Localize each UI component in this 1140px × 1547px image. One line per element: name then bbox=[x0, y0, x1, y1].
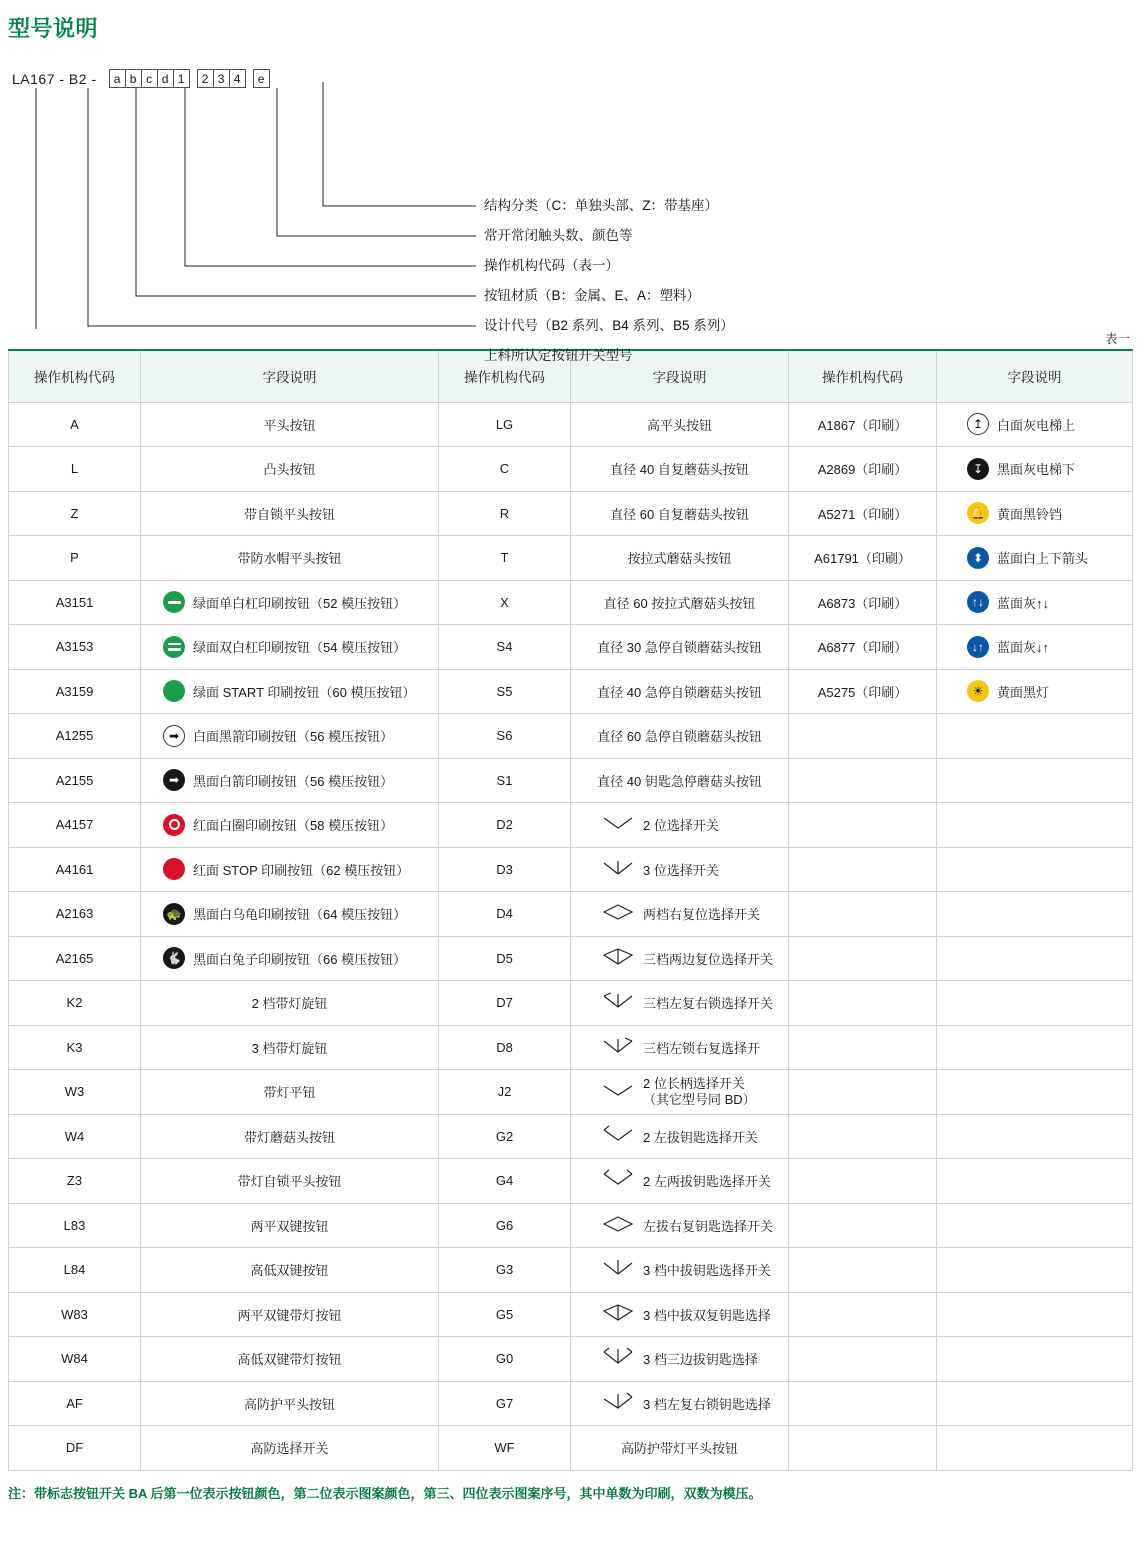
cell-desc-1 bbox=[141, 491, 439, 536]
cell-code-3 bbox=[789, 1337, 937, 1382]
cell-code-3: A1867（印刷） bbox=[789, 402, 937, 447]
cell-code-3 bbox=[789, 1203, 937, 1248]
cell-desc-2 bbox=[571, 1381, 789, 1426]
desc3-6-text: 黄面黑灯 bbox=[997, 684, 1050, 700]
cell-desc-3 bbox=[937, 847, 1133, 892]
cell-code-2: D4 bbox=[439, 892, 571, 937]
cell-code-3 bbox=[789, 981, 937, 1026]
key-switch-left-right-return-icon bbox=[601, 1214, 635, 1237]
cell-desc-1 bbox=[141, 714, 439, 759]
table-row bbox=[9, 803, 1133, 848]
cell-desc-1 bbox=[141, 1381, 439, 1426]
model-prefix: LA167 - B2 - bbox=[12, 70, 97, 87]
cell-code-2: G7 bbox=[439, 1381, 571, 1426]
desc2-8-text: 直径 40 钥匙急停蘑菇头按钮 bbox=[597, 773, 762, 789]
desc1-15-text: 带灯平钮 bbox=[263, 1085, 316, 1101]
cell-desc-1 bbox=[141, 1203, 439, 1248]
desc1-6-text: 绿面 START 印刷按钮（60 模压按钮） bbox=[193, 684, 416, 700]
cell-desc-3 bbox=[937, 491, 1133, 536]
table-row bbox=[9, 402, 1133, 447]
cell-desc-3 bbox=[937, 1159, 1133, 1204]
cell-desc-3 bbox=[937, 1203, 1133, 1248]
desc1-3-text: 带防水帽平头按钮 bbox=[237, 551, 342, 567]
cell-code-1: L bbox=[9, 447, 141, 492]
desc2-19-text: 3 档中拔钥匙选择开关 bbox=[643, 1263, 771, 1279]
cell-code-2: R bbox=[439, 491, 571, 536]
cell-code-1: A3153 bbox=[9, 625, 141, 670]
desc2-3-text: 按拉式蘑菇头按钮 bbox=[627, 551, 732, 567]
cell-code-1: AF bbox=[9, 1381, 141, 1426]
desc1-23-text: 高防选择开关 bbox=[250, 1441, 329, 1457]
desc1-8-text: 黑面白箭印刷按钮（56 模压按钮） bbox=[193, 773, 394, 789]
table-row bbox=[9, 758, 1133, 803]
cell-desc-2 bbox=[571, 803, 789, 848]
cell-desc-2 bbox=[571, 1070, 789, 1115]
switch-3-left-return-right-lock-icon bbox=[601, 991, 635, 1014]
cell-desc-3 bbox=[937, 1114, 1133, 1159]
cell-desc-2 bbox=[571, 625, 789, 670]
cell-desc-2 bbox=[571, 1159, 789, 1204]
cell-desc-1 bbox=[141, 447, 439, 492]
desc2-1-text: 直径 40 自复蘑菇头按钮 bbox=[610, 462, 749, 478]
code-box-4: 4 bbox=[229, 69, 246, 88]
cell-desc-3 bbox=[937, 1070, 1133, 1115]
cell-desc-1 bbox=[141, 803, 439, 848]
desc3-0-text: 白面灰电梯上 bbox=[997, 417, 1076, 433]
cell-desc-3 bbox=[937, 803, 1133, 848]
model-legend-list bbox=[484, 191, 734, 371]
cell-code-3: A6873（印刷） bbox=[789, 580, 937, 625]
cell-desc-2 bbox=[571, 580, 789, 625]
key-switch-3-three-side-icon bbox=[601, 1347, 635, 1370]
table-row bbox=[9, 1337, 1133, 1382]
table-row bbox=[9, 625, 1133, 670]
desc1-12-text: 黑面白兔子印刷按钮（66 模压按钮） bbox=[193, 951, 407, 967]
switch-2-long-handle-icon bbox=[601, 1080, 635, 1103]
cell-desc-1 bbox=[141, 402, 439, 447]
desc2-12-text: 三档两边复位选择开关 bbox=[643, 951, 774, 967]
switch-3-left-lock-right-return-icon bbox=[601, 1036, 635, 1059]
desc2-4-text: 直径 60 按拉式蘑菇头按钮 bbox=[603, 595, 756, 611]
cell-code-2: D3 bbox=[439, 847, 571, 892]
table-row bbox=[9, 1248, 1133, 1293]
cell-desc-2 bbox=[571, 536, 789, 581]
table-row bbox=[9, 936, 1133, 981]
red-stop-button-icon bbox=[163, 858, 185, 880]
spec-table bbox=[8, 349, 1133, 1471]
desc2-13-text: 三档左复右锁选择开关 bbox=[643, 996, 774, 1012]
code-box-a: a bbox=[109, 69, 126, 88]
switch-3-position-icon bbox=[601, 858, 635, 881]
desc2-20-text: 3 档中拔双复钥匙选择 bbox=[643, 1307, 771, 1323]
cell-code-3 bbox=[789, 1248, 937, 1293]
cell-code-2: D7 bbox=[439, 981, 571, 1026]
cell-desc-1 bbox=[141, 1292, 439, 1337]
cell-code-3 bbox=[789, 1426, 937, 1471]
model-code-diagram bbox=[0, 57, 1140, 363]
cell-desc-2 bbox=[571, 847, 789, 892]
elevator-up-icon: ↥ bbox=[967, 413, 989, 435]
table-row bbox=[9, 1159, 1133, 1204]
desc2-17-text: 2 左两拔钥匙选择开关 bbox=[643, 1174, 771, 1190]
table-row bbox=[9, 1426, 1133, 1471]
desc3-5-text: 蓝面灰↓↑ bbox=[997, 640, 1050, 656]
cell-code-3 bbox=[789, 1070, 937, 1115]
desc3-1-text: 黑面灰电梯下 bbox=[997, 462, 1076, 478]
table-row bbox=[9, 536, 1133, 581]
cell-code-1: A2155 bbox=[9, 758, 141, 803]
cell-code-2: LG bbox=[439, 402, 571, 447]
cell-desc-1 bbox=[141, 669, 439, 714]
cell-code-2: X bbox=[439, 580, 571, 625]
cell-code-1: A4157 bbox=[9, 803, 141, 848]
cell-desc-1 bbox=[141, 625, 439, 670]
cell-desc-1 bbox=[141, 758, 439, 803]
cell-code-2: S4 bbox=[439, 625, 571, 670]
desc2-0-text: 高平头按钮 bbox=[646, 417, 712, 433]
cell-code-2: S5 bbox=[439, 669, 571, 714]
desc2-11-text: 两档右复位选择开关 bbox=[643, 907, 761, 923]
cell-desc-3 bbox=[937, 580, 1133, 625]
cell-code-3 bbox=[789, 803, 937, 848]
cell-desc-2 bbox=[571, 892, 789, 937]
desc1-14-text: 3 档带灯旋钮 bbox=[251, 1040, 328, 1056]
cell-desc-3 bbox=[937, 536, 1133, 581]
cell-desc-1 bbox=[141, 1070, 439, 1115]
th-code-1: 操作机构代码 bbox=[9, 350, 141, 402]
cell-code-2: G6 bbox=[439, 1203, 571, 1248]
desc1-17-text: 带灯自锁平头按钮 bbox=[237, 1174, 342, 1190]
cell-code-3 bbox=[789, 847, 937, 892]
desc1-22-text: 高防护平头按钮 bbox=[243, 1396, 335, 1412]
cell-desc-3 bbox=[937, 447, 1133, 492]
cell-desc-1 bbox=[141, 936, 439, 981]
green-single-bar-icon bbox=[163, 591, 185, 613]
cell-desc-3 bbox=[937, 714, 1133, 759]
cell-code-2: C bbox=[439, 447, 571, 492]
cell-desc-1 bbox=[141, 1159, 439, 1204]
cell-code-3 bbox=[789, 1159, 937, 1204]
cell-desc-2 bbox=[571, 1292, 789, 1337]
desc1-4-text: 绿面单白杠印刷按钮（52 模压按钮） bbox=[193, 595, 407, 611]
cell-desc-2 bbox=[571, 1203, 789, 1248]
cell-desc-1 bbox=[141, 981, 439, 1026]
lamp-icon: ☀ bbox=[967, 680, 989, 702]
cell-desc-2 bbox=[571, 981, 789, 1026]
desc3-3-text: 蓝面白上下箭头 bbox=[997, 551, 1089, 567]
code-box-c: c bbox=[141, 69, 158, 88]
table-row bbox=[9, 447, 1133, 492]
legend-item-3: 按钮材质（B：金属、E、A：塑料） bbox=[484, 288, 701, 303]
key-switch-3-left-return-right-lock-icon bbox=[601, 1392, 635, 1415]
cell-code-1: K3 bbox=[9, 1025, 141, 1070]
up-down-arrow-icon: ⬍ bbox=[967, 547, 989, 569]
table-row bbox=[9, 981, 1133, 1026]
desc1-20-text: 两平双键带灯按钮 bbox=[237, 1307, 342, 1323]
blue-down-up-icon: ↓↑ bbox=[967, 636, 989, 658]
cell-code-2: D8 bbox=[439, 1025, 571, 1070]
cell-code-3 bbox=[789, 1025, 937, 1070]
desc2-9-text: 2 位选择开关 bbox=[643, 818, 719, 834]
table-row bbox=[9, 580, 1133, 625]
key-switch-2-left-icon bbox=[601, 1125, 635, 1148]
cell-code-2: G2 bbox=[439, 1114, 571, 1159]
th-code-3: 操作机构代码 bbox=[789, 350, 937, 402]
switch-2-right-return-icon bbox=[601, 902, 635, 925]
cell-code-3: A6877（印刷） bbox=[789, 625, 937, 670]
table-footnote: 注：带标志按钮开关 BA 后第一位表示按钮颜色，第二位表示图案颜色，第三、四位表示图案序号，其中单数为印刷，双数为模压。 bbox=[8, 1485, 762, 1501]
desc1-7-text: 白面黑箭印刷按钮（56 模压按钮） bbox=[193, 729, 394, 745]
cell-desc-2 bbox=[571, 1337, 789, 1382]
bell-icon: 🔔 bbox=[967, 502, 989, 524]
table-row bbox=[9, 1070, 1133, 1115]
cell-code-3 bbox=[789, 1114, 937, 1159]
cell-code-2: D5 bbox=[439, 936, 571, 981]
cell-desc-1 bbox=[141, 536, 439, 581]
cell-code-2: G3 bbox=[439, 1248, 571, 1293]
turtle-icon: 🐢 bbox=[163, 903, 185, 925]
key-switch-2-both-icon bbox=[601, 1169, 635, 1192]
cell-code-1: W83 bbox=[9, 1292, 141, 1337]
cell-code-1: DF bbox=[9, 1426, 141, 1471]
desc2-18-text: 左拔右复钥匙选择开关 bbox=[643, 1218, 774, 1234]
cell-code-1: A1255 bbox=[9, 714, 141, 759]
desc2-14-text: 三档左锁右复选择开 bbox=[643, 1040, 761, 1056]
cell-desc-2 bbox=[571, 758, 789, 803]
rabbit-icon: 🐇 bbox=[163, 947, 185, 969]
legend-item-5: 上科所认定按钮开关型号 bbox=[484, 348, 633, 363]
cell-code-3 bbox=[789, 714, 937, 759]
desc2-22-text: 3 档左复右锁钥匙选择 bbox=[643, 1396, 771, 1412]
cell-code-1: P bbox=[9, 536, 141, 581]
cell-desc-2 bbox=[571, 714, 789, 759]
desc1-18-text: 两平双键按钮 bbox=[250, 1218, 329, 1234]
cell-code-3: A2869（印刷） bbox=[789, 447, 937, 492]
cell-code-1: K2 bbox=[9, 981, 141, 1026]
cell-code-3 bbox=[789, 936, 937, 981]
th-desc-1: 字段说明 bbox=[141, 350, 439, 402]
cell-code-2: S1 bbox=[439, 758, 571, 803]
desc2-10-text: 3 位选择开关 bbox=[643, 862, 719, 878]
cell-desc-1 bbox=[141, 1025, 439, 1070]
desc1-10-text: 红面 STOP 印刷按钮（62 模压按钮） bbox=[193, 862, 410, 878]
th-code-2: 操作机构代码 bbox=[439, 350, 571, 402]
desc1-2-text: 带自锁平头按钮 bbox=[243, 506, 335, 522]
table-row bbox=[9, 714, 1133, 759]
blue-up-down-icon: ↑↓ bbox=[967, 591, 989, 613]
page-title: 型号说明 bbox=[8, 16, 99, 41]
green-double-bar-icon bbox=[163, 636, 185, 658]
cell-code-1: W3 bbox=[9, 1070, 141, 1115]
code-box-d: d bbox=[157, 69, 174, 88]
desc1-21-text: 高低双键带灯按钮 bbox=[237, 1352, 342, 1368]
cell-code-2: J2 bbox=[439, 1070, 571, 1115]
desc1-13-text: 2 档带灯旋钮 bbox=[251, 996, 328, 1012]
desc1-11-text: 黑面白乌龟印刷按钮（64 模压按钮） bbox=[193, 907, 407, 923]
table-row bbox=[9, 1025, 1133, 1070]
cell-desc-3 bbox=[937, 625, 1133, 670]
cell-desc-2 bbox=[571, 1426, 789, 1471]
cell-desc-3 bbox=[937, 669, 1133, 714]
desc2-16-text: 2 左拔钥匙选择开关 bbox=[643, 1129, 758, 1145]
cell-desc-2 bbox=[571, 1025, 789, 1070]
cell-desc-2 bbox=[571, 669, 789, 714]
table-row bbox=[9, 1114, 1133, 1159]
desc1-16-text: 带灯蘑菇头按钮 bbox=[243, 1129, 335, 1145]
cell-desc-3 bbox=[937, 936, 1133, 981]
cell-desc-2 bbox=[571, 1248, 789, 1293]
desc3-2-text: 黄面黑铃铛 bbox=[997, 506, 1063, 522]
desc1-19-text: 高低双键按钮 bbox=[250, 1263, 329, 1279]
cell-desc-1 bbox=[141, 1337, 439, 1382]
th-desc-2: 字段说明 bbox=[571, 350, 789, 402]
desc2-15-text: 2 位长柄选择开关 （其它型号同 BD） bbox=[643, 1075, 756, 1107]
table-row bbox=[9, 847, 1133, 892]
table-row bbox=[9, 892, 1133, 937]
cell-desc-1 bbox=[141, 892, 439, 937]
desc1-9-text: 红面白圈印刷按钮（58 模压按钮） bbox=[193, 818, 394, 834]
cell-code-1: Z bbox=[9, 491, 141, 536]
cell-desc-3 bbox=[937, 1292, 1133, 1337]
cell-desc-2 bbox=[571, 1114, 789, 1159]
cell-code-1: Z3 bbox=[9, 1159, 141, 1204]
cell-desc-3 bbox=[937, 1426, 1133, 1471]
cell-code-2: G4 bbox=[439, 1159, 571, 1204]
desc2-6-text: 直径 40 急停自锁蘑菇头按钮 bbox=[597, 684, 762, 700]
cell-desc-3 bbox=[937, 1248, 1133, 1293]
cell-desc-3 bbox=[937, 758, 1133, 803]
cell-desc-3 bbox=[937, 892, 1133, 937]
legend-item-1: 常开常闭触头数、颜色等 bbox=[484, 228, 633, 243]
table-row bbox=[9, 669, 1133, 714]
desc2-21-text: 3 档三边拔钥匙选择 bbox=[643, 1352, 758, 1368]
cell-desc-1 bbox=[141, 580, 439, 625]
desc1-0-text: 平头按钮 bbox=[263, 417, 316, 433]
desc1-1-text: 凸头按钮 bbox=[263, 462, 316, 478]
desc2-7-text: 直径 60 急停自锁蘑菇头按钮 bbox=[597, 729, 762, 745]
cell-code-1: W84 bbox=[9, 1337, 141, 1382]
cell-code-1: A3159 bbox=[9, 669, 141, 714]
cell-code-3: A5271（印刷） bbox=[789, 491, 937, 536]
desc3-4-text: 蓝面灰↑↓ bbox=[997, 595, 1050, 611]
switch-3-both-return-icon bbox=[601, 947, 635, 970]
cell-desc-1 bbox=[141, 1426, 439, 1471]
cell-code-1: L83 bbox=[9, 1203, 141, 1248]
cell-code-3 bbox=[789, 758, 937, 803]
table-row bbox=[9, 491, 1133, 536]
cell-code-1: A2163 bbox=[9, 892, 141, 937]
table-caption: 表一 bbox=[1104, 332, 1130, 346]
cell-code-3: A61791（印刷） bbox=[789, 536, 937, 581]
legend-item-0: 结构分类（C：单独头部、Z：带基座） bbox=[484, 198, 718, 213]
key-switch-3-center-icon bbox=[601, 1258, 635, 1281]
code-box-1: 1 bbox=[173, 69, 190, 88]
elevator-down-icon: ↧ bbox=[967, 458, 989, 480]
desc2-23-text: 高防护带灯平头按钮 bbox=[620, 1441, 738, 1457]
cell-code-3 bbox=[789, 1381, 937, 1426]
cell-code-2: D2 bbox=[439, 803, 571, 848]
cell-desc-2 bbox=[571, 491, 789, 536]
cell-code-2: G5 bbox=[439, 1292, 571, 1337]
cell-code-1: W4 bbox=[9, 1114, 141, 1159]
white-black-arrow-icon: ➡ bbox=[163, 725, 185, 747]
code-box-3: 3 bbox=[213, 69, 230, 88]
cell-code-2: WF bbox=[439, 1426, 571, 1471]
cell-desc-2 bbox=[571, 402, 789, 447]
legend-item-4: 设计代号（B2 系列、B4 系列、B5 系列） bbox=[484, 318, 734, 333]
red-white-ring-icon bbox=[163, 814, 185, 836]
cell-desc-1 bbox=[141, 1248, 439, 1293]
code-box-e: e bbox=[253, 69, 270, 88]
cell-desc-2 bbox=[571, 447, 789, 492]
page-root bbox=[0, 12, 1140, 1547]
table-row bbox=[9, 1203, 1133, 1248]
cell-code-2: G0 bbox=[439, 1337, 571, 1382]
green-start-button-icon bbox=[163, 680, 185, 702]
cell-desc-1 bbox=[141, 1114, 439, 1159]
cell-code-2: T bbox=[439, 536, 571, 581]
desc2-5-text: 直径 30 急停自锁蘑菇头按钮 bbox=[597, 640, 762, 656]
cell-desc-3 bbox=[937, 1381, 1133, 1426]
cell-code-1: A bbox=[9, 402, 141, 447]
cell-desc-1 bbox=[141, 847, 439, 892]
cell-code-1: A3151 bbox=[9, 580, 141, 625]
black-white-arrow-icon: ➡ bbox=[163, 769, 185, 791]
desc1-5-text: 绿面双白杠印刷按钮（54 模压按钮） bbox=[193, 640, 407, 656]
cell-code-3 bbox=[789, 892, 937, 937]
cell-code-3: A5275（印刷） bbox=[789, 669, 937, 714]
table-row bbox=[9, 1292, 1133, 1337]
key-switch-3-center-double-icon bbox=[601, 1303, 635, 1326]
th-desc-3: 字段说明 bbox=[937, 350, 1133, 402]
table-row bbox=[9, 1381, 1133, 1426]
code-box-b: b bbox=[125, 69, 142, 88]
cell-code-1: A4161 bbox=[9, 847, 141, 892]
cell-code-2: S6 bbox=[439, 714, 571, 759]
cell-desc-3 bbox=[937, 981, 1133, 1026]
cell-desc-2 bbox=[571, 936, 789, 981]
cell-code-1: A2165 bbox=[9, 936, 141, 981]
cell-desc-3 bbox=[937, 1025, 1133, 1070]
cell-desc-3 bbox=[937, 402, 1133, 447]
legend-item-2: 操作机构代码（表一） bbox=[484, 258, 619, 273]
code-box-2: 2 bbox=[197, 69, 214, 88]
cell-code-3 bbox=[789, 1292, 937, 1337]
cell-desc-3 bbox=[937, 1337, 1133, 1382]
desc2-2-text: 直径 60 自复蘑菇头按钮 bbox=[610, 506, 749, 522]
cell-code-1: L84 bbox=[9, 1248, 141, 1293]
switch-2-position-icon bbox=[601, 813, 635, 836]
